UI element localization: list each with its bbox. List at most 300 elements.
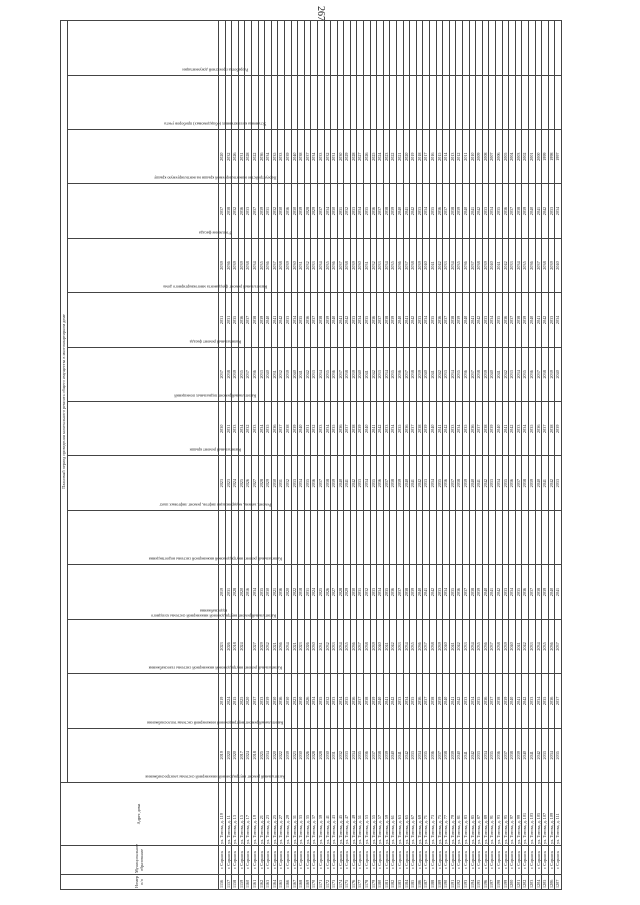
table-cell: ул. Титова, д. 105	[535, 783, 542, 846]
table-cell: ул. Титова, д. 57	[377, 783, 384, 846]
table-cell: 2031	[357, 565, 364, 619]
table-cell: 2034	[555, 293, 562, 347]
header-work-type	[68, 21, 249, 76]
table-cell: 2036	[436, 293, 443, 347]
table-cell: 2039	[324, 293, 331, 347]
table-cell: 2034	[469, 674, 476, 728]
table-cell: ул. Титова, д. 25	[271, 783, 278, 846]
table-cell	[357, 21, 364, 76]
table-cell: 2040	[377, 674, 384, 728]
table-cell: г. Саранск	[225, 846, 232, 875]
table-cell: 2034	[495, 456, 502, 510]
table-cell: 2031	[271, 347, 278, 401]
table-cell: 2041	[535, 184, 542, 238]
table-cell: 2034	[449, 238, 456, 292]
table-cell: 2035	[304, 456, 311, 510]
table-cell: г. Саранск	[509, 846, 516, 875]
table-cell: ул. Титова, д. 13	[232, 783, 239, 846]
table-cell: 2033	[555, 456, 562, 510]
table-cell: 2034	[311, 674, 318, 728]
table-row	[278, 21, 285, 890]
table-cell: 2039	[219, 238, 226, 292]
table-cell: 2027	[357, 129, 364, 183]
table-cell: г. Саранск	[528, 846, 535, 875]
table-cell: 2041	[364, 347, 371, 401]
header-work-type-label: Капитальный ремонт внутридомовой инженерной системы электроснабжения	[145, 774, 286, 780]
table-cell: 2038	[495, 619, 502, 673]
table-row	[311, 21, 318, 890]
table-cell	[337, 510, 344, 564]
table-cell: 2028	[350, 129, 357, 183]
table-cell: 2035	[495, 184, 502, 238]
table-cell: 2036	[430, 728, 437, 782]
table-cell	[331, 510, 338, 564]
table-cell: 2015	[232, 674, 239, 728]
table-cell: 2033	[311, 238, 318, 292]
table-cell: 2039	[462, 456, 469, 510]
table-cell	[509, 75, 516, 129]
table-cell: 2031	[317, 619, 324, 673]
table-cell: г. Саранск	[430, 846, 437, 875]
table-cell: 1158	[232, 875, 239, 890]
table-cell: 1160	[245, 875, 252, 890]
table-row	[364, 21, 371, 890]
table-cell: 2040	[430, 402, 437, 456]
table-cell: 2037	[245, 293, 252, 347]
table-cell: 2035	[476, 619, 483, 673]
table-cell: 2037	[370, 728, 377, 782]
table-row	[522, 21, 529, 890]
table-row	[462, 21, 469, 890]
table-cell: ул. Титова, д. 85	[469, 783, 476, 846]
table-cell: 1156	[219, 875, 226, 890]
table-cell: 2030	[298, 728, 305, 782]
table-cell: 2033	[410, 728, 417, 782]
table-cell: 2039	[476, 565, 483, 619]
table-cell: ул. Титова, д. 43	[331, 783, 338, 846]
table-cell: 2039	[522, 293, 529, 347]
table-cell	[476, 21, 483, 76]
table-cell	[456, 510, 463, 564]
table-cell: 2036	[271, 402, 278, 456]
table-cell: 1163	[265, 875, 272, 890]
table-cell: г. Саранск	[436, 846, 443, 875]
table-cell: 2038	[476, 347, 483, 401]
table-cell	[337, 75, 344, 129]
table-cell: 2036	[331, 347, 338, 401]
table-cell: 2033	[443, 238, 450, 292]
table-cell: 2035	[430, 293, 437, 347]
table-cell: 2039	[410, 565, 417, 619]
table-cell: 2015	[436, 129, 443, 183]
table-cell: 2036	[509, 456, 516, 510]
table-cell: 2034	[324, 184, 331, 238]
table-cell: 2020	[219, 129, 226, 183]
table-cell: 2040	[337, 456, 344, 510]
table-cell: 2030	[357, 238, 364, 292]
table-cell: г. Саранск	[522, 846, 529, 875]
table-cell	[462, 21, 469, 76]
table-cell: 2034	[265, 129, 272, 183]
table-cell: 2039	[548, 347, 555, 401]
table-cell	[495, 21, 502, 76]
table-cell: 1185	[410, 875, 417, 890]
table-cell	[436, 75, 443, 129]
table-cell: 2041	[423, 565, 430, 619]
table-cell	[469, 510, 476, 564]
table-cell: ул. Титова, д. 19	[251, 783, 258, 846]
table-cell: 2038	[443, 728, 450, 782]
table-cell: 2035	[331, 402, 338, 456]
table-cell	[423, 510, 430, 564]
table-cell: ул. Титова, д. 29	[284, 783, 291, 846]
table-cell: 2040	[456, 728, 463, 782]
table-cell: 2034	[449, 347, 456, 401]
header-work-type-label: Капитальный ремонт фасада	[190, 338, 242, 344]
table-cell: 2027	[251, 619, 258, 673]
table-cell: 2011	[462, 129, 469, 183]
table-cell	[383, 21, 390, 76]
table-cell: 2041	[449, 619, 456, 673]
table-cell: 2041	[403, 184, 410, 238]
table-cell: 1205	[542, 875, 549, 890]
table-cell: ул. Титова, д. 111	[555, 783, 562, 846]
table-cell: 2039	[416, 347, 423, 401]
table-cell: 2038	[317, 293, 324, 347]
table-cell: 2034	[324, 402, 331, 456]
table-cell: 2038	[482, 402, 489, 456]
table-cell: 2033	[245, 184, 252, 238]
table-cell: 2031	[331, 129, 338, 183]
table-cell: 2039	[436, 674, 443, 728]
table-cell	[449, 510, 456, 564]
table-cell: 2042	[502, 347, 509, 401]
table-cell: 2037	[528, 565, 535, 619]
table-cell: 2033	[377, 238, 384, 292]
table-cell: ул. Титова, д. 49	[350, 783, 357, 846]
table-row	[331, 21, 338, 890]
table-cell: 2033	[509, 238, 516, 292]
table-cell: 2042	[390, 619, 397, 673]
table-cell: 2037	[469, 238, 476, 292]
table-cell: 2020	[232, 728, 239, 782]
table-cell: 2039	[515, 728, 522, 782]
table-cell: 2036	[278, 674, 285, 728]
table-cell: 2038	[476, 238, 483, 292]
table-cell: 2021	[397, 129, 404, 183]
table-cell: 2024	[232, 456, 239, 510]
table-cell: 1190	[443, 875, 450, 890]
table-cell: 2036	[304, 293, 311, 347]
table-cell: 2031	[304, 402, 311, 456]
table-cell: 2017	[423, 129, 430, 183]
table-cell: 2036	[443, 456, 450, 510]
table-cell	[509, 21, 516, 76]
table-cell: 2036	[370, 293, 377, 347]
table-row	[219, 21, 226, 890]
table-cell: 2039	[298, 184, 305, 238]
table-cell: 2030	[271, 456, 278, 510]
table-cell: 2030	[337, 129, 344, 183]
table-cell: 2028	[304, 184, 311, 238]
table-cell: г. Саранск	[397, 846, 404, 875]
table-cell: 2018	[416, 129, 423, 183]
table-cell: ул. Титова, д. 17	[245, 783, 252, 846]
table-cell: г. Саранск	[324, 846, 331, 875]
table-cell: 2021	[271, 619, 278, 673]
table-cell: 2042	[482, 456, 489, 510]
table-cell: г. Саранск	[251, 846, 258, 875]
table-cell: 2036	[528, 347, 535, 401]
table-cell: 2034	[383, 347, 390, 401]
table-cell: 2032	[324, 619, 331, 673]
header-work-type	[68, 510, 283, 564]
table-cell: 2040	[528, 184, 535, 238]
table-cell	[489, 75, 496, 129]
table-cell: 2037	[469, 347, 476, 401]
table-cell: 2042	[278, 293, 285, 347]
table-cell: ул. Титова, д. 75	[436, 783, 443, 846]
table-cell: 2039	[482, 347, 489, 401]
header-work-type-label: Ремонт, замена, модернизация лифтов, ремонт лифтовых шахт	[159, 502, 272, 508]
table-cell: 2041	[469, 293, 476, 347]
table-cell	[331, 21, 338, 76]
table-cell	[324, 21, 331, 76]
table-cell: г. Саранск	[377, 846, 384, 875]
table-cell: г. Саранск	[357, 846, 364, 875]
table-cell: 2036	[331, 238, 338, 292]
table-cell	[377, 21, 384, 76]
table-row	[456, 21, 463, 890]
table-cell: 2029	[258, 619, 265, 673]
table-cell: 2040	[265, 293, 272, 347]
table-cell	[522, 75, 529, 129]
table-row	[383, 21, 390, 890]
table-cell: 2031	[265, 184, 272, 238]
table-cell: 2035	[298, 293, 305, 347]
table-cell: 2030	[324, 728, 331, 782]
table-cell: 2034	[357, 293, 364, 347]
table-cell: 2026	[304, 674, 311, 728]
table-cell	[430, 21, 437, 76]
header-address: Адрес дома	[61, 783, 219, 846]
table-cell: 2036	[548, 619, 555, 673]
table-cell: ул. Титова, д. 23	[265, 783, 272, 846]
table-cell: 2037	[311, 293, 318, 347]
table-cell: 2035	[555, 728, 562, 782]
table-cell: 2037	[397, 565, 404, 619]
table-cell: 2036	[350, 674, 357, 728]
table-cell: 2036	[502, 184, 509, 238]
table-cell: 2036	[462, 347, 469, 401]
table-cell: 1181	[383, 875, 390, 890]
table-cell: 2033	[528, 619, 535, 673]
table-cell: 2038	[390, 456, 397, 510]
table-cell: 2034	[489, 184, 496, 238]
table-cell: 2036	[265, 238, 272, 292]
table-cell: 2037	[423, 674, 430, 728]
table-cell: 2022	[390, 129, 397, 183]
table-cell: 2026	[324, 565, 331, 619]
table-cell	[298, 510, 305, 564]
table-cell: 2036	[238, 293, 245, 347]
table-cell: 2025	[317, 565, 324, 619]
table-cell	[502, 75, 509, 129]
table-row	[232, 21, 239, 890]
table-cell: 2037	[476, 402, 483, 456]
table-cell: г. Саранск	[278, 846, 285, 875]
table-cell: 2038	[542, 238, 549, 292]
table-cell: 2032	[324, 674, 331, 728]
table-cell	[397, 510, 404, 564]
table-cell	[548, 510, 555, 564]
table-cell: 2041	[271, 293, 278, 347]
table-cell: г. Саранск	[449, 846, 456, 875]
table-cell: г. Саранск	[482, 846, 489, 875]
table-cell: 2035	[258, 565, 265, 619]
table-cell: 2038	[377, 728, 384, 782]
table-cell	[324, 75, 331, 129]
table-cell: 1195	[476, 875, 483, 890]
table-cell: 2033	[476, 728, 483, 782]
table-cell	[357, 510, 364, 564]
table-cell: 2036	[548, 674, 555, 728]
table-cell: 2042	[344, 293, 351, 347]
header-work-type-label: Капитальный ремонт внутридомовой инженерной системы газоснабжения	[149, 665, 283, 671]
table-cell: 1203	[528, 875, 535, 890]
table-cell: 2039	[370, 674, 377, 728]
table-cell: г. Саранск	[495, 846, 502, 875]
table-cell: 2042	[469, 728, 476, 782]
table-cell: 2034	[357, 184, 364, 238]
table-cell: 2039	[489, 402, 496, 456]
table-row	[548, 21, 555, 890]
table-cell: 2035	[423, 728, 430, 782]
table-cell	[430, 510, 437, 564]
table-cell: 2034	[364, 456, 371, 510]
table-cell: 2034	[456, 402, 463, 456]
table-cell: 2028	[317, 728, 324, 782]
table-cell: 1199	[502, 875, 509, 890]
table-cell	[397, 75, 404, 129]
table-cell: 2035	[232, 293, 239, 347]
table-cell: 1184	[403, 875, 410, 890]
table-cell: ул. Титова, д. 55	[370, 783, 377, 846]
table-cell: 2033	[423, 456, 430, 510]
table-cell: 1998	[548, 129, 555, 183]
table-cell: 2033	[291, 456, 298, 510]
table-cell: 2034	[535, 674, 542, 728]
table-cell: 2034	[482, 728, 489, 782]
table-cell: 2038	[225, 184, 232, 238]
table-cell: 2008	[482, 129, 489, 183]
table-cell: 2032	[364, 565, 371, 619]
table-cell	[344, 75, 351, 129]
table-cell: 2042	[416, 456, 423, 510]
table-cell: 2036	[337, 402, 344, 456]
table-cell: 2035	[522, 347, 529, 401]
table-cell: 1189	[436, 875, 443, 890]
table-cell: 2040	[423, 238, 430, 292]
table-cell: 2024	[377, 129, 384, 183]
header-work-type-label: Капитальный ремонт подвальных помещений	[174, 393, 257, 399]
table-cell: 2018	[298, 565, 305, 619]
table-cell	[509, 510, 516, 564]
table-cell: 2033	[489, 456, 496, 510]
table-cell: 2033	[436, 565, 443, 619]
table-cell: 2034	[430, 456, 437, 510]
table-cell: 2019	[219, 674, 226, 728]
table-cell: 2037	[423, 619, 430, 673]
table-cell: 2036	[370, 184, 377, 238]
table-cell: ул. Титова, д. 63	[397, 783, 404, 846]
header-number: Номер п/п	[61, 875, 219, 890]
table-cell: 2030	[291, 184, 298, 238]
table-cell: 2035	[383, 565, 390, 619]
table-cell: 2041	[430, 347, 437, 401]
table-cell: 2037	[443, 184, 450, 238]
table-cell: 2037	[219, 347, 226, 401]
table-cell: 1157	[225, 875, 232, 890]
table-cell: г. Саранск	[271, 846, 278, 875]
table-cell: 2026	[232, 129, 239, 183]
table-cell: 1188	[430, 875, 437, 890]
table-cell	[462, 510, 469, 564]
table-cell: 2038	[403, 565, 410, 619]
table-cell: 2040	[416, 565, 423, 619]
table-cell: 2039	[397, 456, 404, 510]
table-cell: 2031	[337, 184, 344, 238]
table-cell: 2030	[265, 565, 272, 619]
table-cell: 2041	[344, 456, 351, 510]
table-cell: 2039	[390, 293, 397, 347]
table-cell: 1162	[258, 875, 265, 890]
table-cell: г. Саранск	[370, 846, 377, 875]
table-cell: 2040	[535, 456, 542, 510]
table-cell: 2039	[265, 674, 272, 728]
table-cell: 2042	[443, 402, 450, 456]
table-cell: 2040	[291, 347, 298, 401]
table-cell: 2038	[410, 238, 417, 292]
table-cell: 2032	[278, 347, 285, 401]
table-cell	[344, 510, 351, 564]
table-cell: 2040	[331, 293, 338, 347]
table-cell: 2031	[225, 293, 232, 347]
table-cell: 2034	[337, 619, 344, 673]
table-cell: 2025	[370, 129, 377, 183]
table-cell: 2035	[410, 619, 417, 673]
table-cell: 2034	[548, 728, 555, 782]
page-number	[300, 8, 340, 19]
table-cell: 2035	[430, 184, 437, 238]
table-cell: 2024	[245, 728, 252, 782]
table-cell	[430, 75, 437, 129]
table-cell: 2033	[482, 184, 489, 238]
table-cell: 2042	[502, 238, 509, 292]
table-cell: 2039	[390, 184, 397, 238]
table-cell: 2032	[304, 238, 311, 292]
table-cell: г. Саранск	[456, 846, 463, 875]
table-cell: 2032	[265, 619, 272, 673]
table-cell: 2037	[535, 347, 542, 401]
table-cell: 2035	[324, 238, 331, 292]
table-cell: ул. Титова, д. 91	[489, 783, 496, 846]
table-cell: 2036	[462, 238, 469, 292]
table-cell: 2037	[502, 728, 509, 782]
table-cell: 2040	[397, 184, 404, 238]
table-cell: 2034	[555, 184, 562, 238]
table-cell: 2039	[238, 238, 245, 292]
